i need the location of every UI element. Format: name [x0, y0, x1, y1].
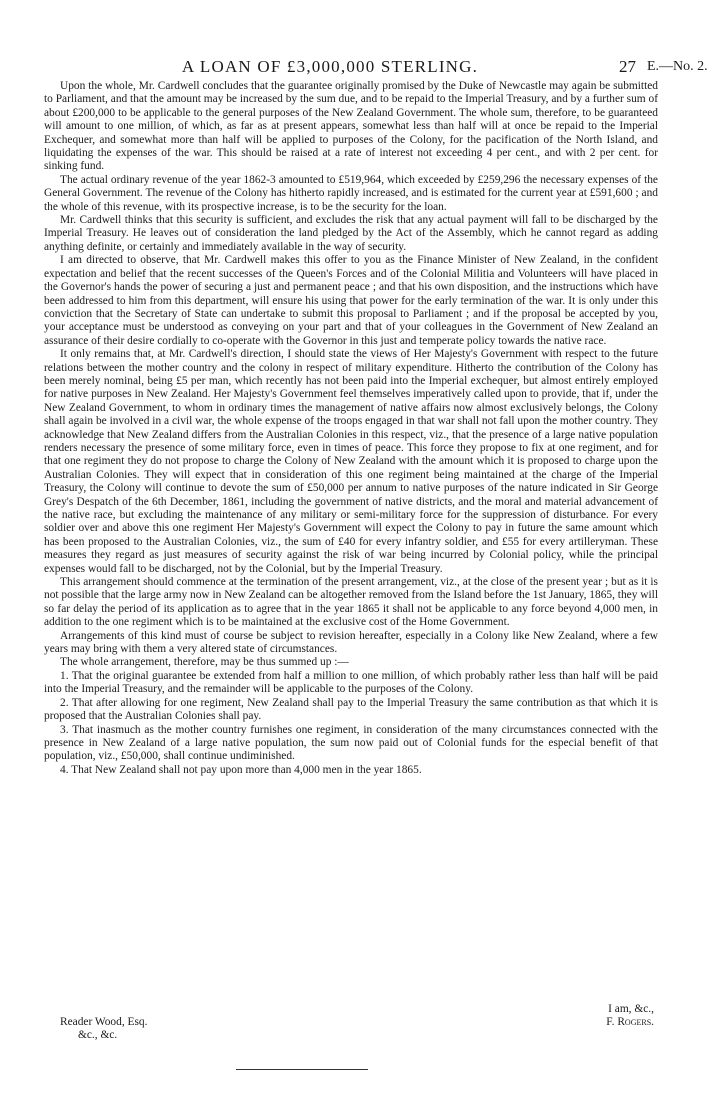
running-title: A LOAN OF £3,000,000 STERLING.	[181, 57, 479, 76]
acknowledgement: I am, &c.,	[608, 1003, 654, 1015]
paragraph: Arrangements of this kind must of course be subject to revision hereafter, especially in a Colony like New Zealand, where a few years may bring with them a very altered state of circumstances.	[44, 629, 658, 656]
summary-item: 2. That after allowing for one regiment, New Zealand shall pay to the Imperial Treasury the same contribution as that which it is proposed that the Australian Colonies shall pay.	[44, 696, 658, 723]
addressee: Reader Wood, Esq.	[60, 1016, 148, 1028]
page-header	[0, 57, 708, 77]
paragraph: It only remains that, at Mr. Cardwell's direction, I should state the views of Her Majesty's Government with respect to the future relations between the mother country and the colony in respect of military expenditure. Hitherto the contribution of the Colony has been merely nominal, being £5 per man, which recently has not been paid into the Imperial exchequer, but almost entirely employed for native purposes in New Zealand. Her Majesty's Government feel themselves imperatively called upon to provide, that if, under the New Zealand Government, to whom in ordinary times the management of native affairs now almost exclusively belongs, the Colony shall again be involved in a civil war, the whole expense of the troops engaged in that war shall not fall upon the mother country. They acknowledge that New Zealand differs from the Australian Colonies in this respect, viz., that the presence of a large native population renders necessary the presence of some military force, even in times of peace. This force they propose to fix at one regiment, and for that one regiment they do not propose to charge the Colony of New Zealand with the amount which it is proposed to charge upon the Australian Colonies. They will expect that in consideration of this one regiment being maintained at the charge of the Imperial Treasury, the Colony will continue to devote the sum of £50,000 per annum to native purposes of the nature indicated in Sir George Grey's Despatch of the 6th December, 1861, including the government of native districts, and the moral and material advancement of the native race, but excluding the maintenance of any military or semi-military force for the suppression of disturbance. For every soldier over and above this one regiment Her Majesty's Government will expect the Colony to pay in future the same amount which has been proposed to the Australian Colonies, viz., the sum of £40 for every infantry soldier, and £55 for every artilleryman. These measures they regard as just measures of security against the risk of war being incurred by Colonial policy, while the principal expenses would fall to be discharged, not by the Colonial, but by the Imperial Treasury.	[44, 348, 658, 575]
end-rule	[236, 1069, 368, 1070]
letter-closing	[44, 1003, 664, 1063]
paragraph: Upon the whole, Mr. Cardwell concludes that the guarantee originally promised by the Duke of Newcastle may again be submitted to Parliament, and that the amount may be increased by the sum due, and to be repaid to the Imperial Treasury, and by a further sum of about £200,000 to be applicable to the general purposes of the New Zealand Government. The whole sum, therefore, to be guaranteed will amount to one million, of which, as far as at present appears, somewhat less than half will at once be repaid to the Imperial Exchequer, and somewhat more than half will be applied to purposes of the Colony, for the pacification of the North Island, and liquidating the expenses of the war. This should be raised at a rate of interest not exceeding 4 per cent., and with 2 per cent. for sinking fund.	[44, 80, 658, 173]
page-number: 27	[619, 57, 636, 76]
paragraph: I am directed to observe, that Mr. Cardwell makes this offer to you as the Finance Minister of New Zealand, in the confident expectation and belief that the recent successes of the Queen's Forces and of the Colonial Militia and Volunteers will have placed in the Governor's hands the power of securing a just and permanent peace ; and that his own disposition, and the instructions which have been addressed to him from this department, will ensure his using that power for the early termination of the war. It is only under this conviction that the Secretary of State can undertake to submit this proposal to Parliament ; and if the proposal be accepted by you, your acceptance must be understood as conveying on your part and that of your colleagues in the Government of New Zealand an assurance of their desire cordially to co-operate with the Governor in this just and temperate policy towards the native race.	[44, 254, 658, 347]
paragraph: The actual ordinary revenue of the year 1862-3 amounted to £519,964, which exceeded by £259,296 the necessary expenses of the General Government. The revenue of the Colony has hitherto rapidly increased, and is estimated for the current year at £591,600 ; and the whole of this revenue, with its prospective increase, is to be the security for the loan.	[44, 173, 658, 213]
signature: F. Rogers.	[606, 1016, 654, 1028]
addressee-etc: &c., &c.	[78, 1029, 118, 1041]
summary-item: 4. That New Zealand shall not pay upon more than 4,000 men in the year 1865.	[60, 763, 422, 776]
paragraph: Mr. Cardwell thinks that this security is sufficient, and excludes the risk that any actual payment will fall to be discharged by the Imperial Treasury. He leaves out of consideration the land pledged by the Act of the Assembly, which he cannot regard as adding anything definite, or certainly and immediately available in the way of security.	[44, 214, 658, 253]
paragraph: The whole arrangement, therefore, may be thus summed up :—	[60, 656, 349, 669]
paragraph: This arrangement should commence at the termination of the present arrangement, viz., at the close of the present year ; but as it is not possible that the large army now in New Zealand can be altogether removed from the Island before the 1st January, 1865, they will so far delay the period of its application as to agree that in the year 1865 it shall not be applicable to any force beyond 4,000 men, in addition to the one regiment which is to be maintained at the exclusive cost of the Home Government.	[44, 576, 658, 629]
summary-item: 1. That the original guarantee be extended from half a million to one million, of which probably rather less than half will be paid into the Imperial Treasury, and the remainder will be applicable to the purposes of the Colony.	[44, 669, 658, 696]
letter-body	[44, 80, 658, 777]
summary-item: 3. That inasmuch as the mother country furnishes one regiment, in consideration of the many circumstances connected with the presence in New Zealand of a large native population, the sum now paid out of Colonial funds for the especial benefit of that population, viz., £50,000, shall continue undiminished.	[44, 723, 658, 763]
document-reference: E.—No. 2.	[647, 59, 708, 74]
